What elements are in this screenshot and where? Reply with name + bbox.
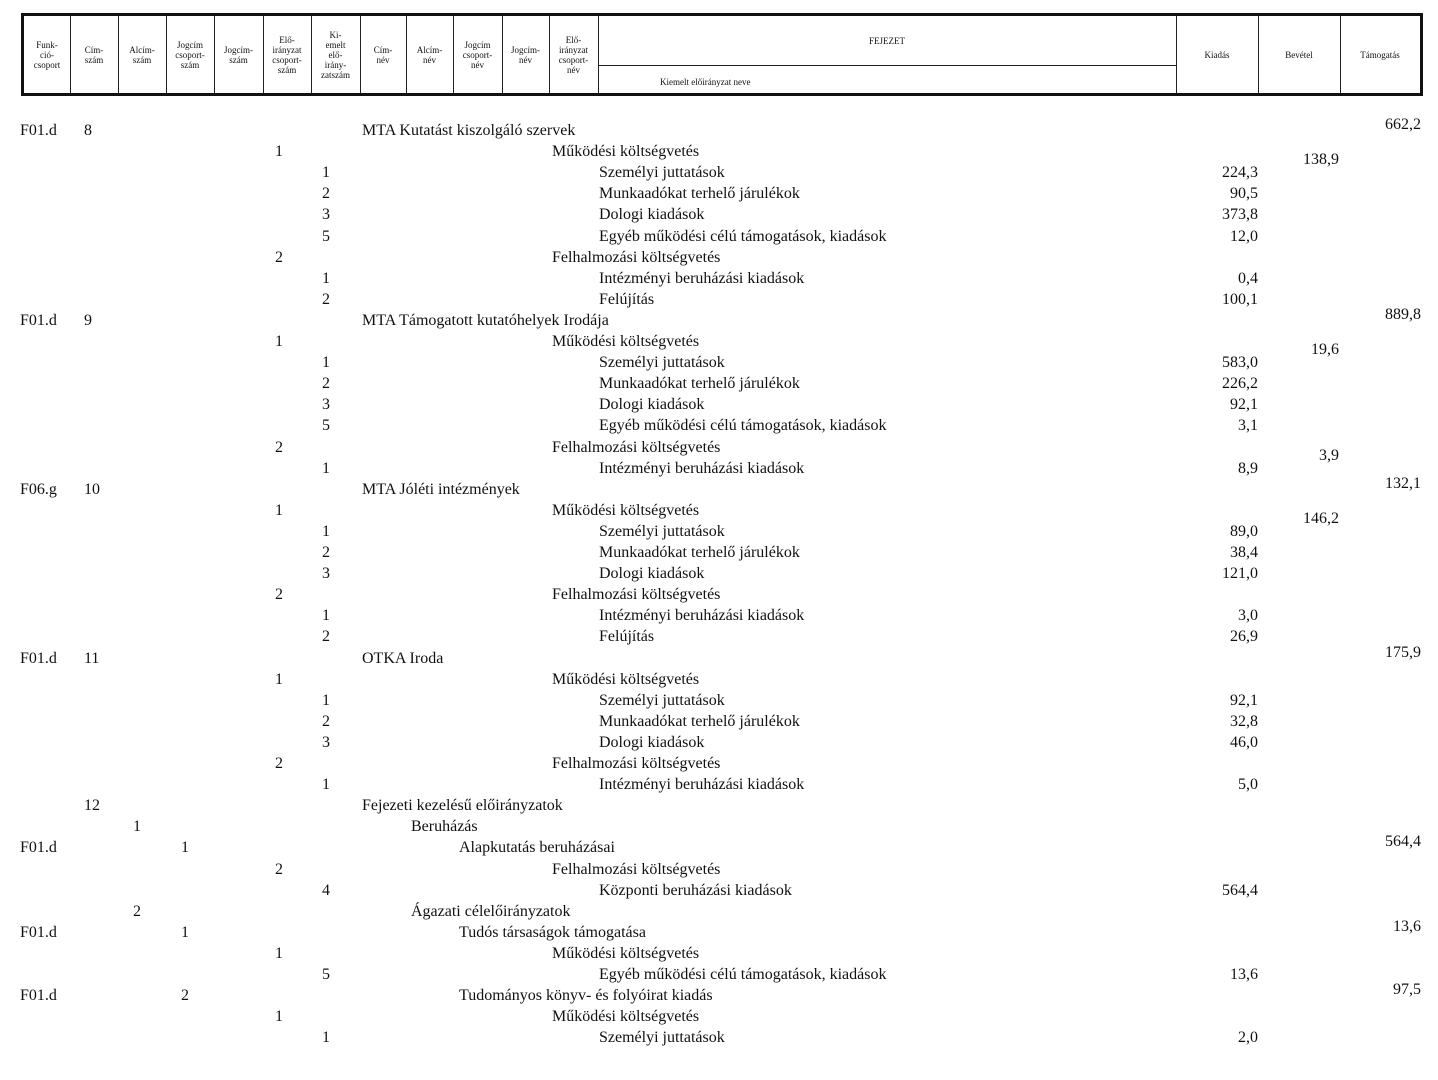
eloiranyzat-csoport-szam-cell: 1 <box>275 333 283 350</box>
table-row <box>0 543 1438 564</box>
tamogatas-value: 175,9 <box>1385 643 1421 661</box>
table-row <box>0 917 1438 944</box>
row-name-cell: Felhalmozási költségvetés <box>552 248 721 266</box>
funkcio-csoport-cell: F01.d <box>20 122 57 139</box>
kiemelt-eloiranyzat-szam-cell: 1 <box>322 354 330 372</box>
header-jogcim-csoport-szam: Jogcím csoport- szám <box>175 39 205 70</box>
header-kiadas: Kiadás <box>1204 49 1230 60</box>
kiemelt-eloiranyzat-szam-cell: 2 <box>322 290 330 308</box>
header-eloiranyzat-csoport-nev: Elő- irányzat csoport- név <box>558 34 589 75</box>
row-name-cell: Működési költségvetés <box>552 143 700 161</box>
row-name-cell: Intézményi beruházási kiadások <box>599 459 805 477</box>
kiemelt-eloiranyzat-szam-cell: 1 <box>322 164 330 182</box>
kiemelt-eloiranyzat-szam-cell: 1 <box>322 269 330 287</box>
kiemelt-eloiranyzat-szam-cell: 4 <box>322 881 330 899</box>
funkcio-csoport-cell: F01.d <box>20 987 57 1005</box>
row-name-cell: Beruházás <box>411 818 478 836</box>
header-kiemelt-eloiranyzat-szam: Ki- emelt elő- irány- zatszám <box>321 29 350 80</box>
kiadas-value: 121,0 <box>1222 565 1258 583</box>
table-row <box>0 416 1438 437</box>
table-row <box>0 754 1438 775</box>
kiadas-value: 3,0 <box>1238 607 1258 625</box>
table-row <box>0 353 1438 374</box>
eloiranyzat-csoport-szam-cell: 1 <box>275 501 283 519</box>
row-name-cell: Fejezeti kezelésű előirányzatok <box>362 797 563 815</box>
table-row <box>0 290 1438 311</box>
kiemelt-eloiranyzat-szam-cell: 3 <box>322 206 330 224</box>
kiadas-value: 0,4 <box>1238 269 1258 287</box>
cim-szam-cell: 10 <box>84 480 100 498</box>
table-row <box>0 205 1438 226</box>
row-name-cell: Ágazati célelőirányzatok <box>411 902 571 920</box>
header-jogcim-csoport-nev: Jogcím csoport- név <box>462 39 493 70</box>
funkcio-csoport-cell: F01.d <box>20 311 57 329</box>
row-name-cell: Intézményi beruházási kiadások <box>599 607 805 625</box>
row-name-cell: Működési költségvetés <box>552 944 700 962</box>
row-name-cell: Dologi kiadások <box>599 565 705 583</box>
eloiranyzat-csoport-szam-cell: 1 <box>275 670 283 688</box>
kiemelt-eloiranyzat-szam-cell: 1 <box>322 607 330 625</box>
row-name-cell: Tudományos könyv- és folyóirat kiadás <box>459 987 713 1005</box>
kiadas-value: 3,1 <box>1238 417 1258 435</box>
table-row <box>0 522 1438 543</box>
cim-szam-cell: 12 <box>84 797 100 815</box>
kiemelt-eloiranyzat-szam-cell: 1 <box>322 522 330 540</box>
tamogatas-value: 662,2 <box>1385 116 1421 133</box>
table-row <box>0 501 1438 527</box>
row-name-cell: Munkaadókat terhelő járulékok <box>599 375 800 393</box>
table-row <box>0 248 1438 269</box>
row-name-cell: Felhalmozási költségvetés <box>552 586 721 604</box>
kiemelt-eloiranyzat-szam-cell: 5 <box>322 417 330 435</box>
kiemelt-eloiranyzat-szam-cell: 1 <box>322 691 330 709</box>
row-name-cell: Központi beruházási kiadások <box>599 881 792 899</box>
table-row <box>0 163 1438 184</box>
table-row <box>0 944 1438 965</box>
row-name-cell: Munkaadókat terhelő járulékok <box>599 712 800 730</box>
header-kiemelt-eloiranyzat-neve: Kiemelt előirányzat neve <box>660 77 751 87</box>
tamogatas-value: 564,4 <box>1385 833 1421 851</box>
kiadas-value: 89,0 <box>1230 522 1258 540</box>
kiadas-value: 2,0 <box>1238 1029 1258 1047</box>
kiadas-value: 12,0 <box>1230 227 1258 245</box>
eloiranyzat-csoport-szam-cell: 1 <box>275 944 283 962</box>
header-jogcim-nev: Jogcím- név <box>511 44 540 65</box>
kiadas-value: 92,1 <box>1230 691 1258 709</box>
kiadas-value: 13,6 <box>1230 966 1258 983</box>
table-row <box>0 585 1438 606</box>
cim-szam-cell: 9 <box>84 311 92 329</box>
cim-szam-cell: 8 <box>84 122 92 139</box>
row-name-cell: Felújítás <box>599 290 655 308</box>
header-funkcio-csoport: Funk- ció- csoport <box>33 39 61 70</box>
bevetel-value: 3,9 <box>1319 446 1339 464</box>
row-name-cell: Személyi juttatások <box>599 691 725 709</box>
kiadas-value: 32,8 <box>1230 712 1258 730</box>
header-fejezet: FEJEZET <box>869 36 905 46</box>
row-name-cell: MTA Kutatást kiszolgáló szervek <box>362 122 576 139</box>
row-name-cell: Működési költségvetés <box>552 501 700 519</box>
kiemelt-eloiranyzat-szam-cell: 2 <box>322 712 330 730</box>
table-row <box>0 1028 1438 1049</box>
kiadas-value: 224,3 <box>1222 164 1258 182</box>
kiadas-value: 100,1 <box>1222 290 1258 308</box>
row-name-cell: Működési költségvetés <box>552 670 700 688</box>
kiemelt-eloiranyzat-szam-cell: 1 <box>322 459 330 477</box>
kiadas-value: 8,9 <box>1238 459 1258 477</box>
kiadas-value: 92,1 <box>1230 396 1258 414</box>
kiemelt-eloiranyzat-szam-cell: 3 <box>322 396 330 414</box>
header-bevetel: Bevétel <box>1285 49 1313 60</box>
row-name-cell: Személyi juttatások <box>599 164 725 182</box>
jogcim-csoport-szam-cell: 1 <box>181 839 189 857</box>
table-row <box>0 332 1438 358</box>
table-row <box>0 691 1438 712</box>
eloiranyzat-csoport-szam-cell: 2 <box>275 755 283 772</box>
table-row <box>0 670 1438 691</box>
eloiranyzat-csoport-szam-cell: 2 <box>275 438 283 456</box>
row-name-cell: Felhalmozási költségvetés <box>552 755 721 772</box>
table-row <box>0 116 1438 142</box>
kiadas-value: 90,5 <box>1230 185 1258 203</box>
table-row <box>0 374 1438 395</box>
table-row <box>0 981 1438 1007</box>
jogcim-csoport-szam-cell: 2 <box>181 987 189 1005</box>
table-row <box>0 564 1438 585</box>
funkcio-csoport-cell: F06.g <box>20 480 57 498</box>
row-name-cell: Intézményi beruházási kiadások <box>599 269 805 287</box>
table-row <box>0 881 1438 902</box>
kiemelt-eloiranyzat-szam-cell: 1 <box>322 1029 330 1047</box>
table-row <box>0 965 1438 986</box>
eloiranyzat-csoport-szam-cell: 2 <box>275 248 283 266</box>
kiadas-value: 46,0 <box>1230 733 1258 751</box>
tamogatas-value: 13,6 <box>1393 917 1421 935</box>
tamogatas-value: 97,5 <box>1393 981 1421 999</box>
kiemelt-eloiranyzat-szam-cell: 1 <box>322 776 330 794</box>
row-name-cell: Felújítás <box>599 628 655 646</box>
row-name-cell: Munkaadókat terhelő járulékok <box>599 185 800 203</box>
table-row <box>0 643 1438 670</box>
row-name-cell: Munkaadókat terhelő járulékok <box>599 544 800 561</box>
kiemelt-eloiranyzat-szam-cell: 2 <box>322 185 330 203</box>
eloiranyzat-csoport-szam-cell: 2 <box>275 860 283 878</box>
table-row <box>0 817 1438 838</box>
row-name-cell: MTA Jóléti intézmények <box>362 480 520 498</box>
funkcio-csoport-cell: F01.d <box>20 839 57 857</box>
table-row <box>0 438 1438 464</box>
table-row <box>0 860 1438 881</box>
row-name-cell: Intézményi beruházási kiadások <box>599 776 805 794</box>
kiemelt-eloiranyzat-szam-cell: 5 <box>322 227 330 245</box>
funkcio-csoport-cell: F01.d <box>20 649 57 667</box>
eloiranyzat-csoport-szam-cell: 2 <box>275 586 283 604</box>
row-name-cell: Tudós társaságok támogatása <box>459 923 646 941</box>
table-row <box>0 395 1438 416</box>
table-row <box>0 733 1438 754</box>
tamogatas-value: 889,8 <box>1385 305 1421 323</box>
table-row <box>0 142 1438 169</box>
table-row <box>0 305 1438 332</box>
table-row <box>0 775 1438 796</box>
row-name-cell: Egyéb működési célú támogatások, kiadások <box>599 417 887 435</box>
kiadas-value: 564,4 <box>1222 881 1258 899</box>
jogcim-csoport-szam-cell: 1 <box>181 923 189 941</box>
header-cim-nev: Cím- név <box>373 44 393 65</box>
header-cim-szam: Cím- szám <box>84 44 104 65</box>
row-name-cell: OTKA Iroda <box>362 649 444 667</box>
bevetel-value: 19,6 <box>1311 341 1339 358</box>
table-row <box>0 627 1438 648</box>
row-name-cell: Dologi kiadások <box>599 206 705 224</box>
table-row <box>0 269 1438 290</box>
kiemelt-eloiranyzat-szam-cell: 2 <box>322 375 330 393</box>
table-row <box>0 833 1438 859</box>
header-jogcim-szam: Jogcím- szám <box>224 44 253 65</box>
alcim-szam-cell: 1 <box>133 818 141 836</box>
row-name-cell: Alapkutatás beruházásai <box>459 839 615 857</box>
table-row <box>0 474 1438 501</box>
kiadas-value: 226,2 <box>1222 375 1258 393</box>
table-row <box>0 459 1438 480</box>
header-tamogatas: Támogatás <box>1360 49 1400 60</box>
row-name-cell: Felhalmozási költségvetés <box>552 438 721 456</box>
bevetel-value: 138,9 <box>1303 151 1339 169</box>
kiadas-value: 38,4 <box>1230 544 1258 561</box>
kiemelt-eloiranyzat-szam-cell: 2 <box>322 628 330 646</box>
row-name-cell: Egyéb működési célú támogatások, kiadások <box>599 966 887 983</box>
row-name-cell: Személyi juttatások <box>599 522 725 540</box>
table-row <box>0 184 1438 205</box>
row-name-cell: Egyéb működési célú támogatások, kiadások <box>599 227 887 245</box>
alcim-szam-cell: 2 <box>133 902 141 920</box>
table-row <box>0 796 1438 817</box>
kiemelt-eloiranyzat-szam-cell: 3 <box>322 565 330 583</box>
header-alcim-szam: Alcím- szám <box>129 44 155 65</box>
row-name-cell: Dologi kiadások <box>599 733 705 751</box>
row-name-cell: Személyi juttatások <box>599 1029 725 1047</box>
table-row <box>0 712 1438 733</box>
funkcio-csoport-cell: F01.d <box>20 923 57 941</box>
row-name-cell: Működési költségvetés <box>552 333 700 350</box>
header-alcim-nev: Alcím- név <box>416 44 443 65</box>
eloiranyzat-csoport-szam-cell: 1 <box>275 1008 283 1026</box>
eloiranyzat-csoport-szam-cell: 1 <box>275 143 283 161</box>
table-row <box>0 1007 1438 1028</box>
kiemelt-eloiranyzat-szam-cell: 3 <box>322 733 330 751</box>
kiemelt-eloiranyzat-szam-cell: 5 <box>322 966 330 983</box>
table-row <box>0 227 1438 248</box>
kiadas-value: 583,0 <box>1222 354 1258 372</box>
kiemelt-eloiranyzat-szam-cell: 2 <box>322 544 330 561</box>
row-name-cell: Dologi kiadások <box>599 396 705 414</box>
bevetel-value: 146,2 <box>1303 509 1339 527</box>
row-name-cell: Működési költségvetés <box>552 1008 700 1026</box>
row-name-cell: Személyi juttatások <box>599 354 725 372</box>
table-row <box>0 902 1438 923</box>
cim-szam-cell: 11 <box>84 649 100 667</box>
row-name-cell: Felhalmozási költségvetés <box>552 860 721 878</box>
row-name-cell: MTA Támogatott kutatóhelyek Irodája <box>362 311 609 329</box>
kiadas-value: 26,9 <box>1230 628 1258 646</box>
kiadas-value: 5,0 <box>1238 776 1258 794</box>
header-eloiranyzat-csoport-szam: Elő- irányzat csoport- szám <box>272 34 302 75</box>
tamogatas-value: 132,1 <box>1385 474 1421 492</box>
table-row <box>0 606 1438 627</box>
kiadas-value: 373,8 <box>1222 206 1258 224</box>
